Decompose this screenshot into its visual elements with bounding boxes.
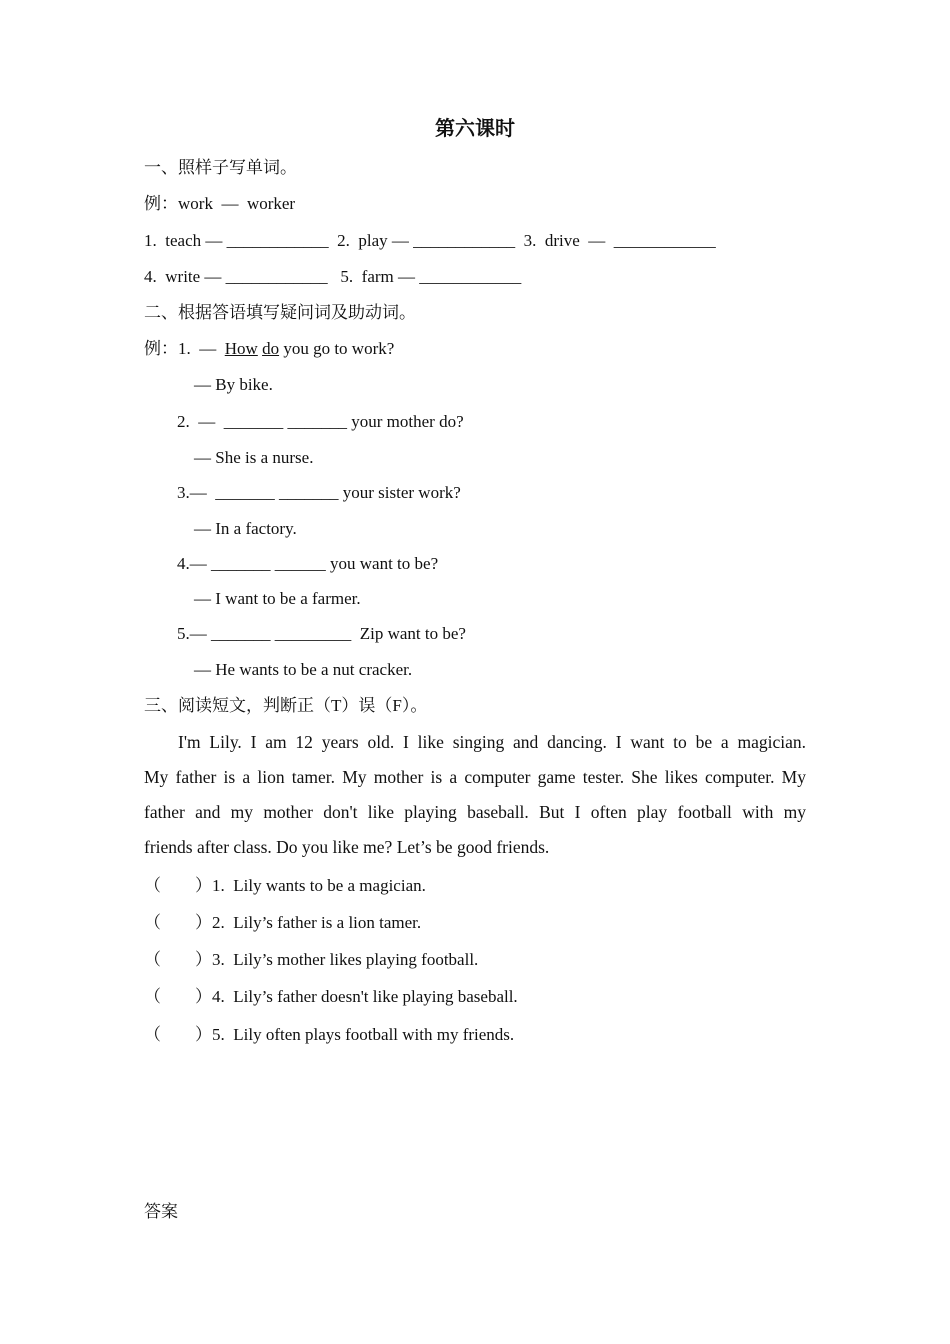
passage-line-2: My father is a lion tamer. My mother is a computer game tester. She likes computer. My bbox=[144, 767, 806, 787]
section2-question-4: 4.— _______ ______ you want to be? bbox=[177, 554, 439, 573]
page-title: 第六课时 bbox=[435, 118, 515, 140]
reading-passage bbox=[144, 725, 806, 865]
section2-example bbox=[144, 339, 394, 359]
section1-row1: 1. teach — ____________ 2. play — ____________ 3. drive — ____________ bbox=[144, 231, 716, 250]
section2-answer-2: — She is a nurse. bbox=[194, 448, 314, 467]
passage-line-3: father and my mother don't like playing baseball. But I often play football with my bbox=[144, 802, 806, 822]
statement-5: （ ）5. Lily often plays football with my friends. bbox=[144, 1025, 515, 1044]
section1-row2: 4. write — ____________ 5. farm — ____________ bbox=[144, 267, 522, 286]
section2-example-answer: — By bike. bbox=[194, 375, 273, 394]
passage-line-4: friends after class. Do you like me? Let’s be good friends. bbox=[144, 837, 550, 857]
example-word-how: How bbox=[224, 339, 258, 358]
section2-answer-5: — He wants to be a nut cracker. bbox=[194, 660, 413, 679]
section2-question-2: 2. — _______ _______ your mother do? bbox=[177, 412, 464, 431]
example-prefix: 例：1. — bbox=[144, 339, 225, 358]
section2-answer-4: — I want to be a farmer. bbox=[194, 589, 361, 608]
statement-2: （ ）2. Lily’s father is a lion tamer. bbox=[144, 913, 422, 932]
example-suffix: you go to work? bbox=[279, 339, 395, 358]
section2-question-5: 5.— _______ _________ Zip want to be? bbox=[177, 624, 466, 643]
section3-heading: 三、阅读短文，判断正（T）误（F）。 bbox=[144, 696, 428, 715]
section2-answer-3: — In a factory. bbox=[194, 519, 297, 538]
passage-line-1: I'm Lily. I am 12 years old. I like singing and dancing. I want to be a magician. bbox=[178, 732, 806, 752]
section2-heading: 二、根据答语填写疑问词及助动词。 bbox=[144, 303, 416, 322]
section1-heading: 一、照样子写单词。 bbox=[144, 158, 297, 177]
section2-question-3: 3.— _______ _______ your sister work? bbox=[177, 483, 461, 502]
section1-example: 例：work — worker bbox=[144, 194, 296, 213]
statement-3: （ ）3. Lily’s mother likes playing football. bbox=[144, 950, 479, 969]
statement-1: （ ）1. Lily wants to be a magician. bbox=[144, 876, 426, 895]
example-word-do: do bbox=[262, 339, 280, 358]
answer-heading: 答案 bbox=[144, 1202, 178, 1221]
statement-4: （ ）4. Lily’s father doesn't like playing baseball. bbox=[144, 987, 518, 1006]
